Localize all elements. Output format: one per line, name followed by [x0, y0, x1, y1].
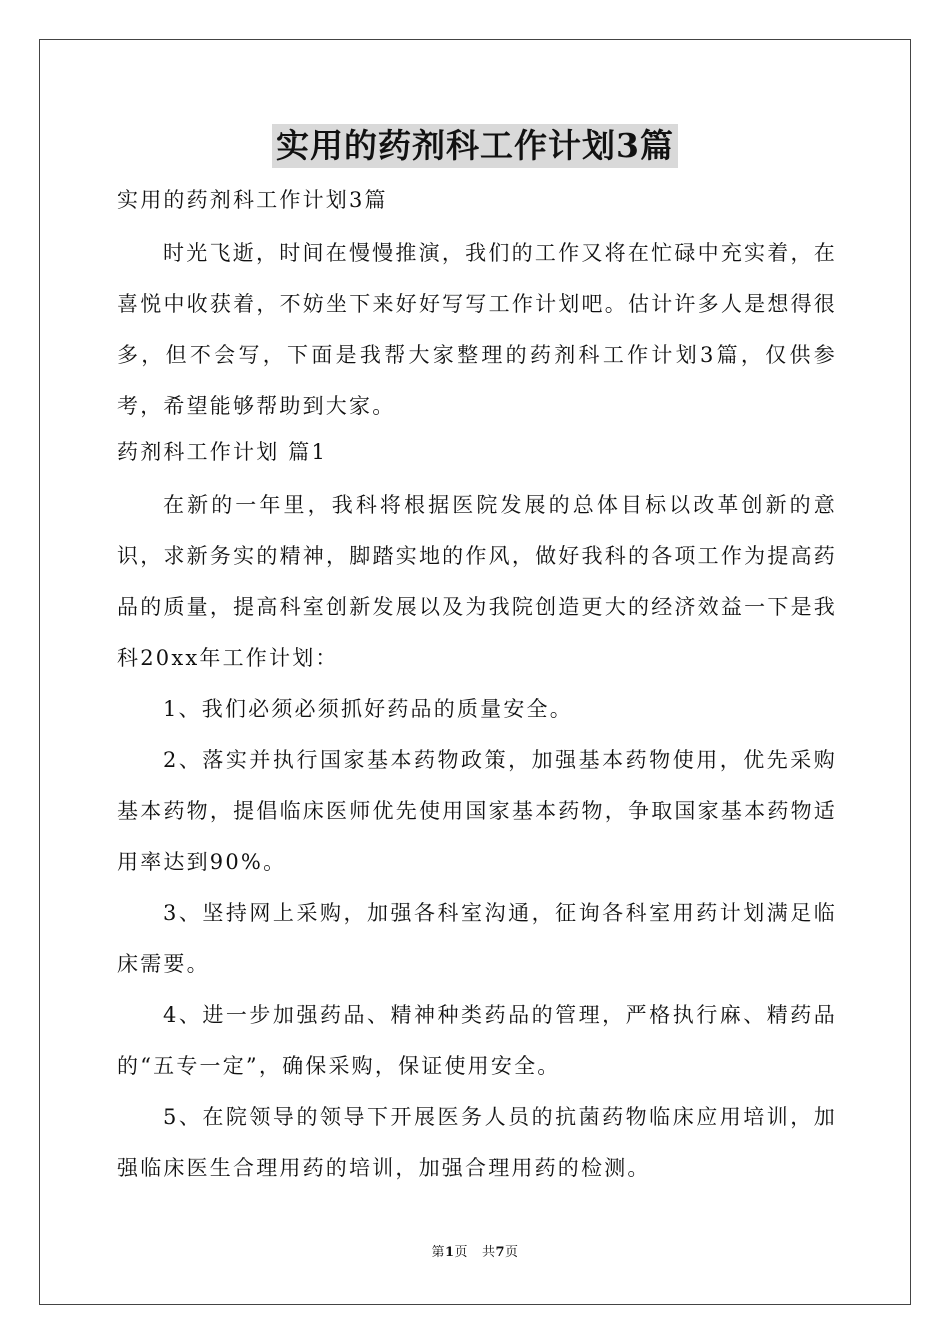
document-body [117, 180, 837, 1194]
list-item: 2、落实并执行国家基本药物政策，加强基本药物使用，优先采购基本药物，提倡临床医师优先使用国家基本药物，争取国家基本药物适用率达到90%。 [117, 748, 837, 874]
total-suffix: 页 [505, 1245, 519, 1260]
list-item: 4、进一步加强药品、精神种类药品的管理，严格执行麻、精药品的“五专一定”，确保采购，保证使用安全。 [117, 1003, 837, 1078]
list-item: 1、我们必须必须抓好药品的质量安全。 [163, 697, 573, 721]
section-intro-paragraph: 在新的一年里，我科将根据医院发展的总体目标以改革创新的意识，求新务实的精神，脚踏实地的作风，做好我科的各项工作为提高药品的质量，提高科室创新发展以及为我院创造更大的经济效益一下是我科20xx年工作计划： [117, 493, 837, 670]
document-subtitle: 实用的药剂科工作计划3篇 [117, 188, 388, 212]
total-pages: 7 [495, 1245, 506, 1260]
page-footer [0, 1244, 950, 1262]
list-item: 5、在院领导的领导下开展医务人员的抗菌药物临床应用培训，加强临床医生合理用药的培训，加强合理用药的检测。 [117, 1105, 837, 1180]
page-prefix: 第 [431, 1245, 445, 1260]
page-number: 1 [444, 1245, 455, 1260]
section-heading: 药剂科工作计划 篇1 [117, 440, 328, 464]
page-suffix: 页 [454, 1245, 469, 1260]
list-item: 3、坚持网上采购，加强各科室沟通，征询各科室用药计划满足临床需要。 [117, 901, 837, 976]
title-wrapper [0, 124, 950, 168]
document-title: 实用的药剂科工作计划3篇 [272, 124, 678, 168]
intro-paragraph: 时光飞逝，时间在慢慢推演，我们的工作又将在忙碌中充实着，在喜悦中收获着，不妨坐下来好好写写工作计划吧。估计许多人是想得很多，但不会写，下面是我帮大家整理的药剂科工作计划3篇，仅供参考，希望能够帮助到大家。 [117, 241, 837, 418]
total-prefix: 共 [481, 1245, 496, 1260]
